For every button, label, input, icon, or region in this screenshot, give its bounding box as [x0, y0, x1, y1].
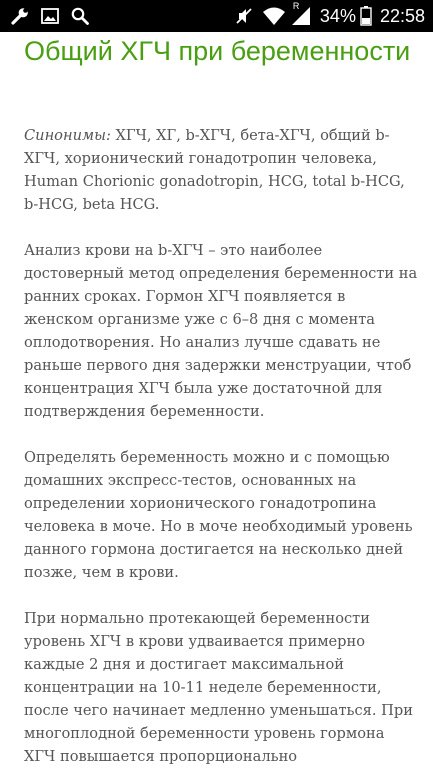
article-paragraph: Определять беременность можно и с помощью домашних экспресс-тестов, основанных на определении хорионического гонадотропина человека в моче. Но в моче необходимый уровень данного гормона достигается на несколько дней позже, чем в крови. — [24, 449, 413, 581]
signal-icon — [290, 1, 314, 26]
signal-roaming-label: R — [292, 1, 300, 11]
wrench-icon — [10, 6, 30, 26]
battery-icon — [360, 6, 372, 26]
article-paragraph: Анализ крови на b-ХГЧ – это наиболее достоверный метод определения беременности на ранних сроках. Гормон ХГЧ появляется в женском организме уже с 6–8 дня с момента оплодотворения. Но анализ лучше сдавать не раньше первого дня задержки менструации, чтоб концентрация ХГЧ была уже достаточной для подтверждения беременности. — [24, 242, 418, 420]
notification-icons — [10, 6, 100, 26]
mute-icon — [234, 6, 254, 26]
image-icon — [40, 6, 60, 26]
synonyms-label: Синонимы: — [24, 127, 111, 144]
status-bar — [0, 0, 433, 32]
synonyms-paragraph — [24, 124, 418, 216]
article — [24, 32, 418, 768]
article-paragraph: При нормально протекающей беременности уровень ХГЧ в крови удваивается примерно каждые 2 дня и достигает максимальной концентрации на 10-11 неделе беременности, после чего начинает медленно уменьшаться. При многоплодной беременности уровень гормона ХГЧ повышается пропорционально — [24, 610, 413, 765]
clock: 22:58 — [379, 6, 425, 26]
search-icon — [70, 6, 90, 26]
system-status — [234, 1, 425, 28]
synonyms-text: ХГЧ, ХГ, b-ХГЧ, бета-ХГЧ, общий b-ХГЧ, хорионический гонадотропин человека, Human Chorionic gonadotropin, HCG, total b-HCG, b-HCG, beta HCG. — [24, 127, 405, 213]
battery-percent: 34% — [319, 6, 356, 26]
page-title: Общий ХГЧ при беременности — [24, 36, 411, 66]
wifi-icon — [262, 6, 286, 26]
